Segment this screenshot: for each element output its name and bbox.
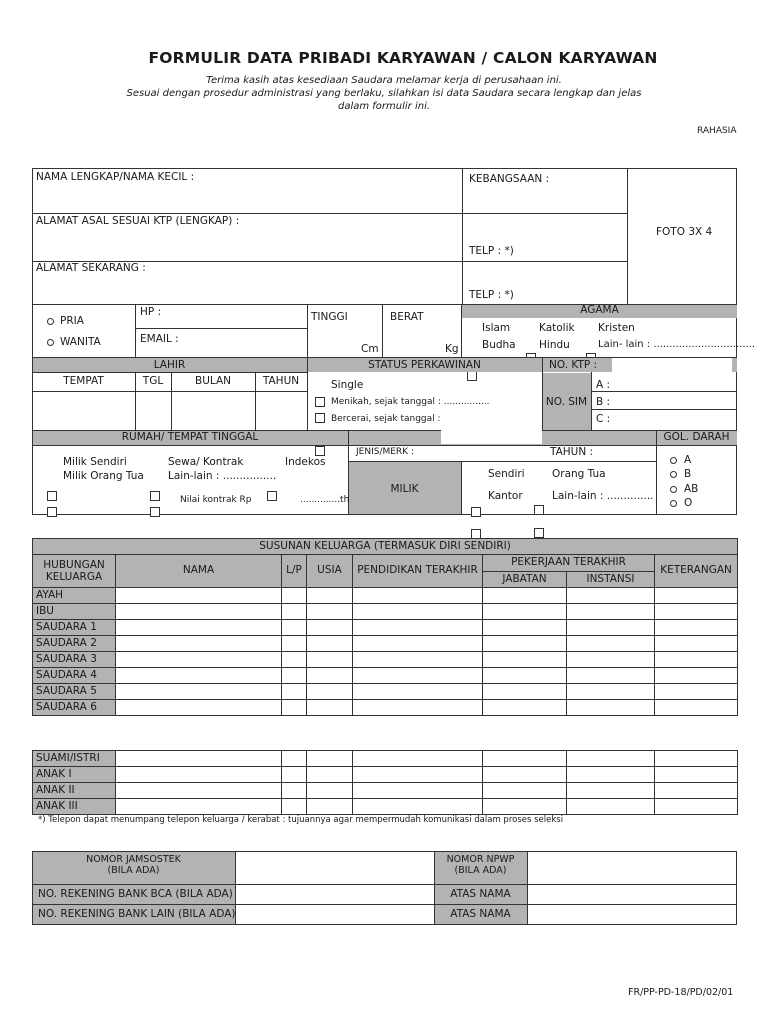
- npwp-field[interactable]: [529, 853, 735, 883]
- family-cell[interactable]: [655, 767, 738, 783]
- family-cell[interactable]: [483, 783, 567, 799]
- nationality-label: KEBANGSAAN :: [469, 173, 550, 185]
- other-account-field[interactable]: [237, 906, 432, 923]
- photo-placeholder: FOTO 3X 4: [656, 226, 713, 238]
- religion-budha: Budha: [482, 339, 516, 351]
- email-label: EMAIL :: [140, 333, 179, 345]
- religion-katolik: Katolik: [539, 322, 575, 334]
- family-cell[interactable]: [116, 604, 282, 620]
- contract-value-suffix: ..............th: [300, 495, 350, 505]
- family-cell[interactable]: [307, 767, 353, 783]
- family-cell[interactable]: [567, 783, 655, 799]
- blood-ab-radio[interactable]: [670, 486, 677, 493]
- family-cell[interactable]: [307, 604, 353, 620]
- family-cell[interactable]: [282, 652, 307, 668]
- address-current-field[interactable]: [36, 277, 456, 302]
- family-cell[interactable]: [483, 799, 567, 815]
- blood-ab-label: AB: [684, 483, 699, 495]
- family-cell[interactable]: [567, 751, 655, 767]
- blood-a-radio[interactable]: [670, 457, 677, 464]
- family-relation: ANAK I: [33, 767, 116, 783]
- family-relation: SAUDARA 1: [33, 620, 116, 636]
- family-cell[interactable]: [282, 620, 307, 636]
- family-cell[interactable]: [282, 588, 307, 604]
- jamsostek-field[interactable]: [237, 853, 432, 883]
- vehicle-owner-other: Lain-lain : ..............: [552, 490, 654, 502]
- residence-rent-checkbox[interactable]: [150, 491, 160, 501]
- gender-male-radio[interactable]: [47, 318, 54, 325]
- family-cell[interactable]: [353, 636, 483, 652]
- family-relation: SAUDARA 3: [33, 652, 116, 668]
- family-cell[interactable]: [655, 604, 738, 620]
- family-cell[interactable]: [116, 636, 282, 652]
- vehicle-self-checkbox[interactable]: [471, 507, 481, 517]
- family-row: [33, 799, 738, 815]
- address-current-label: ALAMAT SEKARANG :: [36, 262, 146, 274]
- family-row: [33, 588, 738, 604]
- family-cell[interactable]: [307, 620, 353, 636]
- name-field[interactable]: [130, 180, 455, 208]
- marital-married-label: Menikah, sejak tanggal : ................: [331, 397, 490, 407]
- residence-rent-label: Sewa/ Kontrak: [168, 456, 244, 468]
- family-cell[interactable]: [282, 604, 307, 620]
- family-cell[interactable]: [353, 684, 483, 700]
- vehicle-owner-label: MILIK: [390, 483, 419, 495]
- religion-kristen: Kristen: [598, 322, 635, 334]
- family-cell[interactable]: [567, 588, 655, 604]
- confidential-label: RAHASIA: [697, 126, 737, 136]
- vehicle-year-label: TAHUN :: [550, 446, 594, 458]
- family-cell[interactable]: [353, 652, 483, 668]
- family-cell[interactable]: [655, 799, 738, 815]
- family-cell[interactable]: [567, 636, 655, 652]
- form-title: FORMULIR DATA PRIBADI KARYAWAN / CALON KARYAWAN: [148, 49, 658, 67]
- family-cell[interactable]: [353, 604, 483, 620]
- blood-o-radio[interactable]: [670, 500, 677, 507]
- family-cell[interactable]: [353, 767, 483, 783]
- family-cell[interactable]: [307, 652, 353, 668]
- col-notes: KETERANGAN: [655, 555, 738, 588]
- family-cell[interactable]: [282, 668, 307, 684]
- name-label: NAMA LENGKAP/NAMA KECIL :: [36, 171, 195, 183]
- form-intro: Terima kasih atas kesediaan Saudara melamar kerja di perusahaan ini. Sesuai dengan prosedur administrasi yang berlaku, silahkan isi data Saudara secara lengkap dan jelas dalam formulir ini.: [126, 75, 642, 112]
- family-row: [33, 620, 738, 636]
- residence-other-label: Lain-lain : ................: [168, 470, 277, 482]
- family-table-2: [32, 750, 738, 815]
- marital-married-checkbox[interactable]: [315, 397, 325, 407]
- family-cell[interactable]: [116, 588, 282, 604]
- family-relation: IBU: [33, 604, 116, 620]
- sim-c-label: C :: [596, 413, 611, 425]
- family-cell[interactable]: [655, 620, 738, 636]
- family-cell[interactable]: [353, 751, 483, 767]
- blood-b-radio[interactable]: [670, 471, 677, 478]
- other-holder-field[interactable]: [529, 906, 735, 923]
- family-cell[interactable]: [655, 588, 738, 604]
- col-relation: HUBUNGAN KELUARGA: [33, 555, 116, 588]
- family-relation: SAUDARA 5: [33, 684, 116, 700]
- family-cell[interactable]: [483, 604, 567, 620]
- residence-indekos-box[interactable]: [267, 491, 277, 501]
- family-relation: ANAK II: [33, 783, 116, 799]
- family-cell[interactable]: [307, 668, 353, 684]
- family-cell[interactable]: [353, 588, 483, 604]
- col-name: NAMA: [116, 555, 282, 588]
- family-cell[interactable]: [353, 799, 483, 815]
- residence-other-checkbox[interactable]: [150, 507, 160, 517]
- family-relation: SAUDARA 4: [33, 668, 116, 684]
- religion-hindu: Hindu: [539, 339, 570, 351]
- vehicle-owner-office: Kantor: [488, 490, 523, 502]
- family-cell[interactable]: [353, 783, 483, 799]
- religion-other: Lain- lain : ................................: [598, 339, 756, 350]
- blood-o-label: O: [684, 497, 693, 509]
- address-ktp-label: ALAMAT ASAL SESUAI KTP (LENGKAP) :: [36, 215, 240, 227]
- family-cell[interactable]: [282, 799, 307, 815]
- family-cell[interactable]: [567, 620, 655, 636]
- weight-label: BERAT: [390, 311, 424, 323]
- family-relation: SAUDARA 6: [33, 700, 116, 716]
- bca-account-field[interactable]: [237, 886, 432, 903]
- blood-a-label: A: [684, 454, 692, 466]
- family-cell[interactable]: [116, 799, 282, 815]
- blood-b-label: B: [684, 468, 692, 480]
- residence-parents-checkbox[interactable]: [47, 507, 57, 517]
- marital-single-label: Single: [331, 379, 364, 391]
- gender-male-label: PRIA: [60, 315, 84, 327]
- family-cell[interactable]: [353, 700, 483, 716]
- family-cell[interactable]: [567, 799, 655, 815]
- birth-date-col: TGL: [142, 375, 164, 387]
- residence-parents-label: Milik Orang Tua: [63, 470, 144, 482]
- sim-b-label: B :: [596, 396, 611, 408]
- birth-header: LAHIR: [153, 359, 186, 371]
- family-cell[interactable]: [655, 668, 738, 684]
- vehicle-owner-parents: Orang Tua: [552, 468, 606, 480]
- sim-label: NO. SIM: [545, 396, 588, 408]
- contract-value-label: Nilai kontrak Rp: [180, 495, 252, 505]
- family-row: [33, 652, 738, 668]
- family-cell[interactable]: [483, 668, 567, 684]
- family-cell[interactable]: [567, 767, 655, 783]
- family-cell[interactable]: [282, 751, 307, 767]
- family-row: [33, 684, 738, 700]
- family-cell[interactable]: [353, 620, 483, 636]
- residence-header: RUMAH/ TEMPAT TINGGAL: [121, 431, 259, 443]
- religion-islam: Islam: [482, 322, 511, 334]
- family-cell[interactable]: [655, 684, 738, 700]
- family-cell[interactable]: [116, 668, 282, 684]
- family-cell[interactable]: [116, 684, 282, 700]
- family-cell[interactable]: [655, 751, 738, 767]
- document-code: FR/PP-PD-18/PD/02/01: [628, 987, 734, 998]
- phone2-label: TELP : *): [469, 289, 514, 301]
- family-cell[interactable]: [655, 783, 738, 799]
- family-cell[interactable]: [116, 783, 282, 799]
- family-cell[interactable]: [307, 588, 353, 604]
- col-education: PENDIDIKAN TERAKHIR: [353, 555, 483, 588]
- family-cell[interactable]: [282, 684, 307, 700]
- family-cell[interactable]: [567, 668, 655, 684]
- family-row: [33, 636, 738, 652]
- col-last-job: PEKERJAAN TERAKHIR: [483, 555, 655, 572]
- family-cell[interactable]: [116, 751, 282, 767]
- family-cell[interactable]: [483, 751, 567, 767]
- family-cell[interactable]: [483, 700, 567, 716]
- marital-divorced-checkbox[interactable]: [315, 413, 325, 423]
- family-cell[interactable]: [655, 636, 738, 652]
- family-cell[interactable]: [116, 767, 282, 783]
- family-cell[interactable]: [307, 751, 353, 767]
- address-ktp-field[interactable]: [36, 230, 456, 258]
- residence-indekos-label: Indekos: [285, 456, 326, 468]
- family-cell[interactable]: [655, 700, 738, 716]
- family-row: [33, 767, 738, 783]
- weight-unit: Kg: [445, 343, 459, 355]
- blood-header: GOL. DARAH: [663, 431, 730, 443]
- family-cell[interactable]: [483, 588, 567, 604]
- vehicle-parents-checkbox[interactable]: [534, 505, 544, 515]
- family-table: [32, 538, 738, 716]
- family-cell[interactable]: [307, 783, 353, 799]
- col-age: USIA: [307, 555, 353, 588]
- family-relation: AYAH: [33, 588, 116, 604]
- marital-header: STATUS PERKAWINAN: [368, 359, 481, 371]
- residence-own-label: Milik Sendiri: [63, 456, 127, 468]
- family-cell[interactable]: [655, 652, 738, 668]
- birth-year-col: TAHUN: [262, 375, 300, 387]
- bca-account-label: NO. REKENING BANK BCA (BILA ADA): [38, 888, 233, 900]
- family-cell[interactable]: [307, 700, 353, 716]
- gender-female-label: WANITA: [60, 336, 101, 348]
- footnote: *) Telepon dapat menumpang telepon keluarga / kerabat : tujuannya agar mempermudah komunikasi dalam proses seleksi: [38, 815, 564, 825]
- bca-holder-label: ATAS NAMA: [450, 888, 511, 900]
- jamsostek-label: NOMOR JAMSOSTEK (BILA ADA): [86, 854, 181, 877]
- npwp-label: NOMOR NPWP (BILA ADA): [446, 854, 515, 877]
- family-title: SUSUNAN KELUARGA (TERMASUK DIRI SENDIRI): [33, 539, 738, 555]
- family-row: [33, 751, 738, 767]
- bca-holder-field[interactable]: [529, 886, 735, 903]
- family-cell[interactable]: [567, 700, 655, 716]
- nationality-field[interactable]: [555, 170, 623, 210]
- family-cell[interactable]: [483, 636, 567, 652]
- birth-place-col: TEMPAT: [63, 375, 104, 387]
- family-cell[interactable]: [567, 652, 655, 668]
- ktp-label: NO. KTP :: [549, 359, 598, 371]
- family-cell[interactable]: [116, 652, 282, 668]
- family-cell[interactable]: [282, 783, 307, 799]
- family-relation: SUAMI/ISTRI: [33, 751, 116, 767]
- phone1-label: TELP : *): [469, 245, 514, 257]
- vehicle-type-label: JENIS/MERK :: [356, 447, 414, 457]
- religion-header: AGAMA: [580, 304, 619, 316]
- family-cell[interactable]: [282, 700, 307, 716]
- family-relation: ANAK III: [33, 799, 116, 815]
- residence-own-checkbox[interactable]: [47, 491, 57, 501]
- height-unit: Cm: [361, 343, 379, 355]
- family-cell[interactable]: [567, 684, 655, 700]
- family-cell[interactable]: [483, 684, 567, 700]
- sim-a-label: A :: [596, 379, 611, 391]
- residence-indekos-checkbox[interactable]: [315, 446, 325, 456]
- family-cell[interactable]: [307, 799, 353, 815]
- birth-month-col: BULAN: [194, 375, 232, 387]
- col-institution: INSTANSI: [567, 572, 655, 588]
- family-cell[interactable]: [353, 668, 483, 684]
- religion-islam-checkbox[interactable]: [467, 371, 477, 381]
- family-cell[interactable]: [282, 767, 307, 783]
- height-label: TINGGI: [311, 311, 348, 323]
- family-cell[interactable]: [483, 767, 567, 783]
- family-cell[interactable]: [483, 620, 567, 636]
- family-row: [33, 604, 738, 620]
- col-sex: L/P: [282, 555, 307, 588]
- family-cell[interactable]: [307, 636, 353, 652]
- vehicle-owner-self: Sendiri: [488, 468, 525, 480]
- vehicle-other-checkbox[interactable]: [534, 528, 544, 538]
- other-account-label: NO. REKENING BANK LAIN (BILA ADA): [38, 908, 236, 920]
- ktp-field[interactable]: [612, 358, 732, 372]
- family-cell[interactable]: [282, 636, 307, 652]
- family-cell[interactable]: [483, 652, 567, 668]
- other-holder-label: ATAS NAMA: [450, 908, 511, 920]
- family-cell[interactable]: [116, 620, 282, 636]
- family-cell[interactable]: [116, 700, 282, 716]
- family-relation: SAUDARA 2: [33, 636, 116, 652]
- gender-female-radio[interactable]: [47, 339, 54, 346]
- family-cell[interactable]: [307, 684, 353, 700]
- family-cell[interactable]: [567, 604, 655, 620]
- family-row: [33, 668, 738, 684]
- col-position: JABATAN: [483, 572, 567, 588]
- family-row: [33, 700, 738, 716]
- family-row: [33, 783, 738, 799]
- hp-label: HP :: [140, 306, 162, 318]
- marital-divorced-label: Bercerai, sejak tanggal :: [331, 414, 441, 424]
